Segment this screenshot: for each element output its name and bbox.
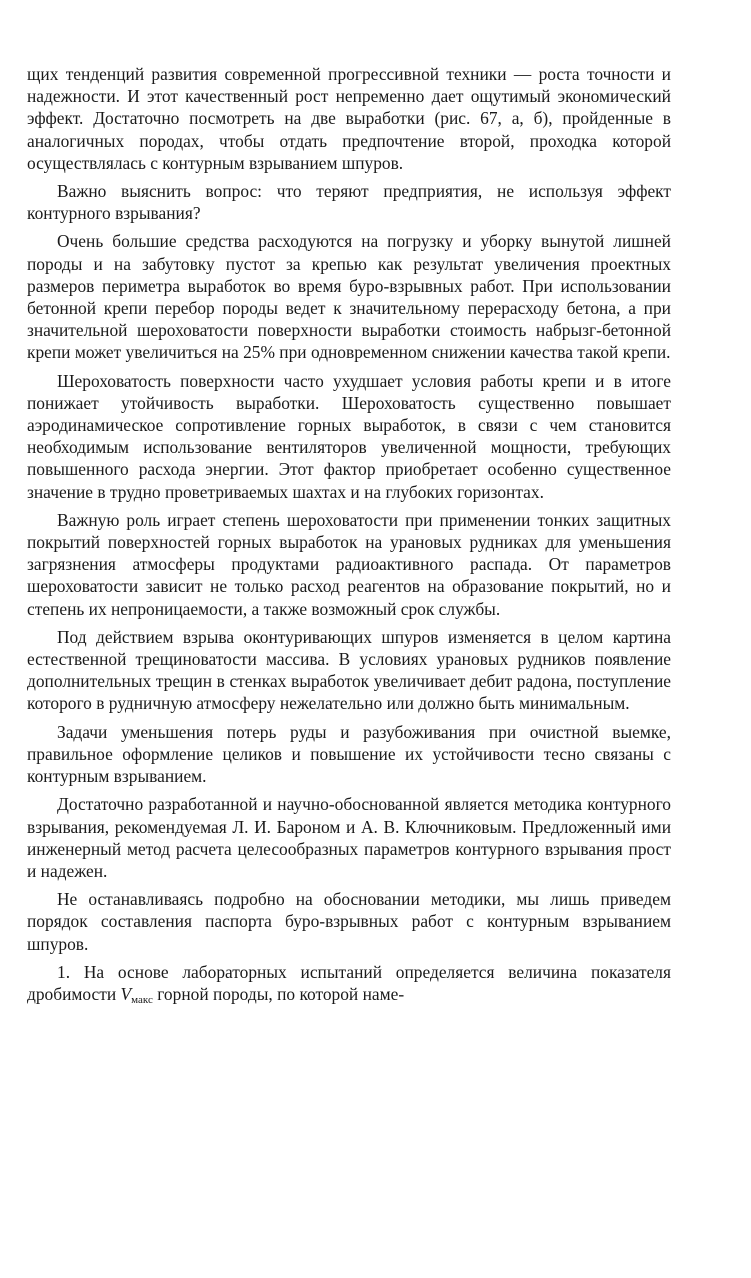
paragraph-4: Шероховатость поверхности часто ухудшает условия работы крепи и в итоге понижает утойчивость выработки. Шероховатость существенно повышает аэродинамическое сопротивление горных выработок, в связи с чем становится необходимым использование вентиляторов увеличенной мощности, требующих повышенного расхода энергии. Этот фактор приобретает особенно существенное значение в трудно проветриваемых шахтах и на глубоких горизонтах. xyxy=(27,370,671,502)
crushability-variable: V xyxy=(120,983,132,1004)
paragraph-10 xyxy=(27,961,671,1011)
paragraph-10-start: 1. На основе лабораторных испытаний определяется величина показателя дробимости xyxy=(27,961,671,1004)
paragraph-7: Задачи уменьшения потерь руды и разубоживания при очистной выемке, правильное оформление целиков и повышение их устойчивости тесно связаны с контурным взрыванием. xyxy=(27,721,671,787)
paragraph-1: щих тенденций развития современной прогрессивной техники — роста точности и надежности. И этот качественный рост непременно дает ощутимый экономический эффект. Достаточно посмотреть на две выработки (рис. 67, а, б), пройденные в аналогичных породах, чтобы отдать предпочтение второй, проходка которой осуществлялась с контурным взрыванием шпуров. xyxy=(27,64,671,173)
paragraph-10-end: горной породы, по которой наме- xyxy=(152,983,405,1004)
paragraph-9: Не останавливаясь подробно на обосновании методики, мы лишь приведем порядок составления паспорта буро-взрывных работ с контурным взрыванием шпуров. xyxy=(27,889,671,954)
paragraph-6: Под действием взрыва оконтуривающих шпуров изменяется в целом картина естественной трещиноватости массива. В условиях урановых рудников появление дополнительных трещин в стенках выработок увеличивает дебит радона, поступление которого в рудничную атмосферу нежелательно или должно быть минимальным. xyxy=(27,626,671,714)
paragraph-8: Достаточно разработанной и научно-обоснованной является методика контурного взрывания, рекомендуемая Л. И. Бароном и А. В. Ключниковым. Предложенный ими инженерный метод расчета целесообразных параметров контурного взрывания прост и надежен. xyxy=(27,794,671,881)
paragraph-3: Очень большие средства расходуются на погрузку и уборку вынутой лишней породы и на забутовку пустот за крепью как результат увеличения проектных размеров периметра выработок во время буро-взрывных работ. При использовании бетонной крепи перебор породы ведет к значительному перерасходу бетона, а при значительной шероховатости поверхности выработки стоимость набрызг-бетонной крепи может увеличиться на 25% при одновременном снижении качества такой крепи. xyxy=(27,231,671,363)
page-text xyxy=(27,63,671,1011)
paragraph-2: Важно выяснить вопрос: что теряют предприятия, не используя эффект контурного взрывания? xyxy=(27,181,671,224)
paragraph-5: Важную роль играет степень шероховатости при применении тонких защитных покрытий поверхностей горных выработок на урановых рудниках для уменьшения загрязнения атмосферы продуктами радиоактивного распада. От параметров шероховатости зависит не только расход реагентов на образование покрытий, но и степень их непроницаемости, а также возможный срок службы. xyxy=(27,509,671,619)
crushability-subscript: макс xyxy=(131,993,153,1006)
